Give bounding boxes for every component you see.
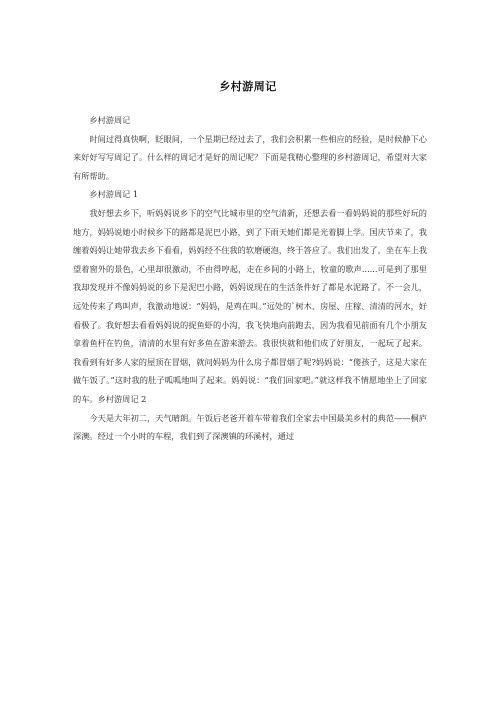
paragraph-body-2: 今天是大年初二，天气晴朗。午饭后老爸开着车带着我们全家去中国最美乡村的典范——桐庐深澳。经过一个小时的车程，我们到了深澳镇的环溪村，通过: [73, 412, 427, 442]
document-title: 乡村游周记: [219, 80, 277, 93]
paragraph-intro: 时间过得真快啊，眨眼间，一个星期已经过去了，我们会积累一些相应的经验，是时候静下心来好好写写周记了。什么样的周记才是好的周记呢？下面是我精心整理的乡村游周记，希望对大家有所帮助。: [73, 133, 427, 181]
paragraph-body-1: 我好想去乡下，听妈妈说乡下的空气比城市里的空气清新，还想去看一看妈妈说的那些好玩的地方，妈妈说她小时候乡下的路都是泥巴小路，到了下雨天她们都是光着脚上学。国庆节来了，我缠着妈妈让她带我去乡下看看，妈妈经不住我的软磨硬泡，终于答应了。我们出发了，坐在车上我望着窗外的景色，心里却很激动，不由得哼起，走在乡间的小路上，牧童的歌声......可是到了那里我却发现并不像妈妈说的乡下是泥巴小路，妈妈说现在的生活条件好了都是水泥路了。不一会儿，远处传来了鸡叫声，我激动地说：“妈妈，是鸡在叫。”远处的`树木、房屋、庄稼、清清的河水，好看极了。我好想去看看妈妈说的捉鱼虾的小沟，我飞快地向前跑去，因为我看见前面有几个小朋友拿着鱼杆在钓鱼，清清的水里有好多鱼在游来游去。我很快就和他们成了好朋友，一起玩了起来。我看到有好多人家的屋顶在冒烟，就问妈妈为什么房子都冒烟了呢?妈妈说：“傻孩子，这是大家在做午饭了。”这时我的肚子呱呱地叫了起来。妈妈说：“我们回家吧。”就这样我不情愿地坐上了回家的车。乡村游周记 2: [73, 207, 427, 404]
paragraph-subtitle: 乡村游周记: [89, 115, 131, 125]
document-body: [73, 111, 427, 446]
paragraph-heading-1: 乡村游周记 1: [89, 189, 139, 200]
